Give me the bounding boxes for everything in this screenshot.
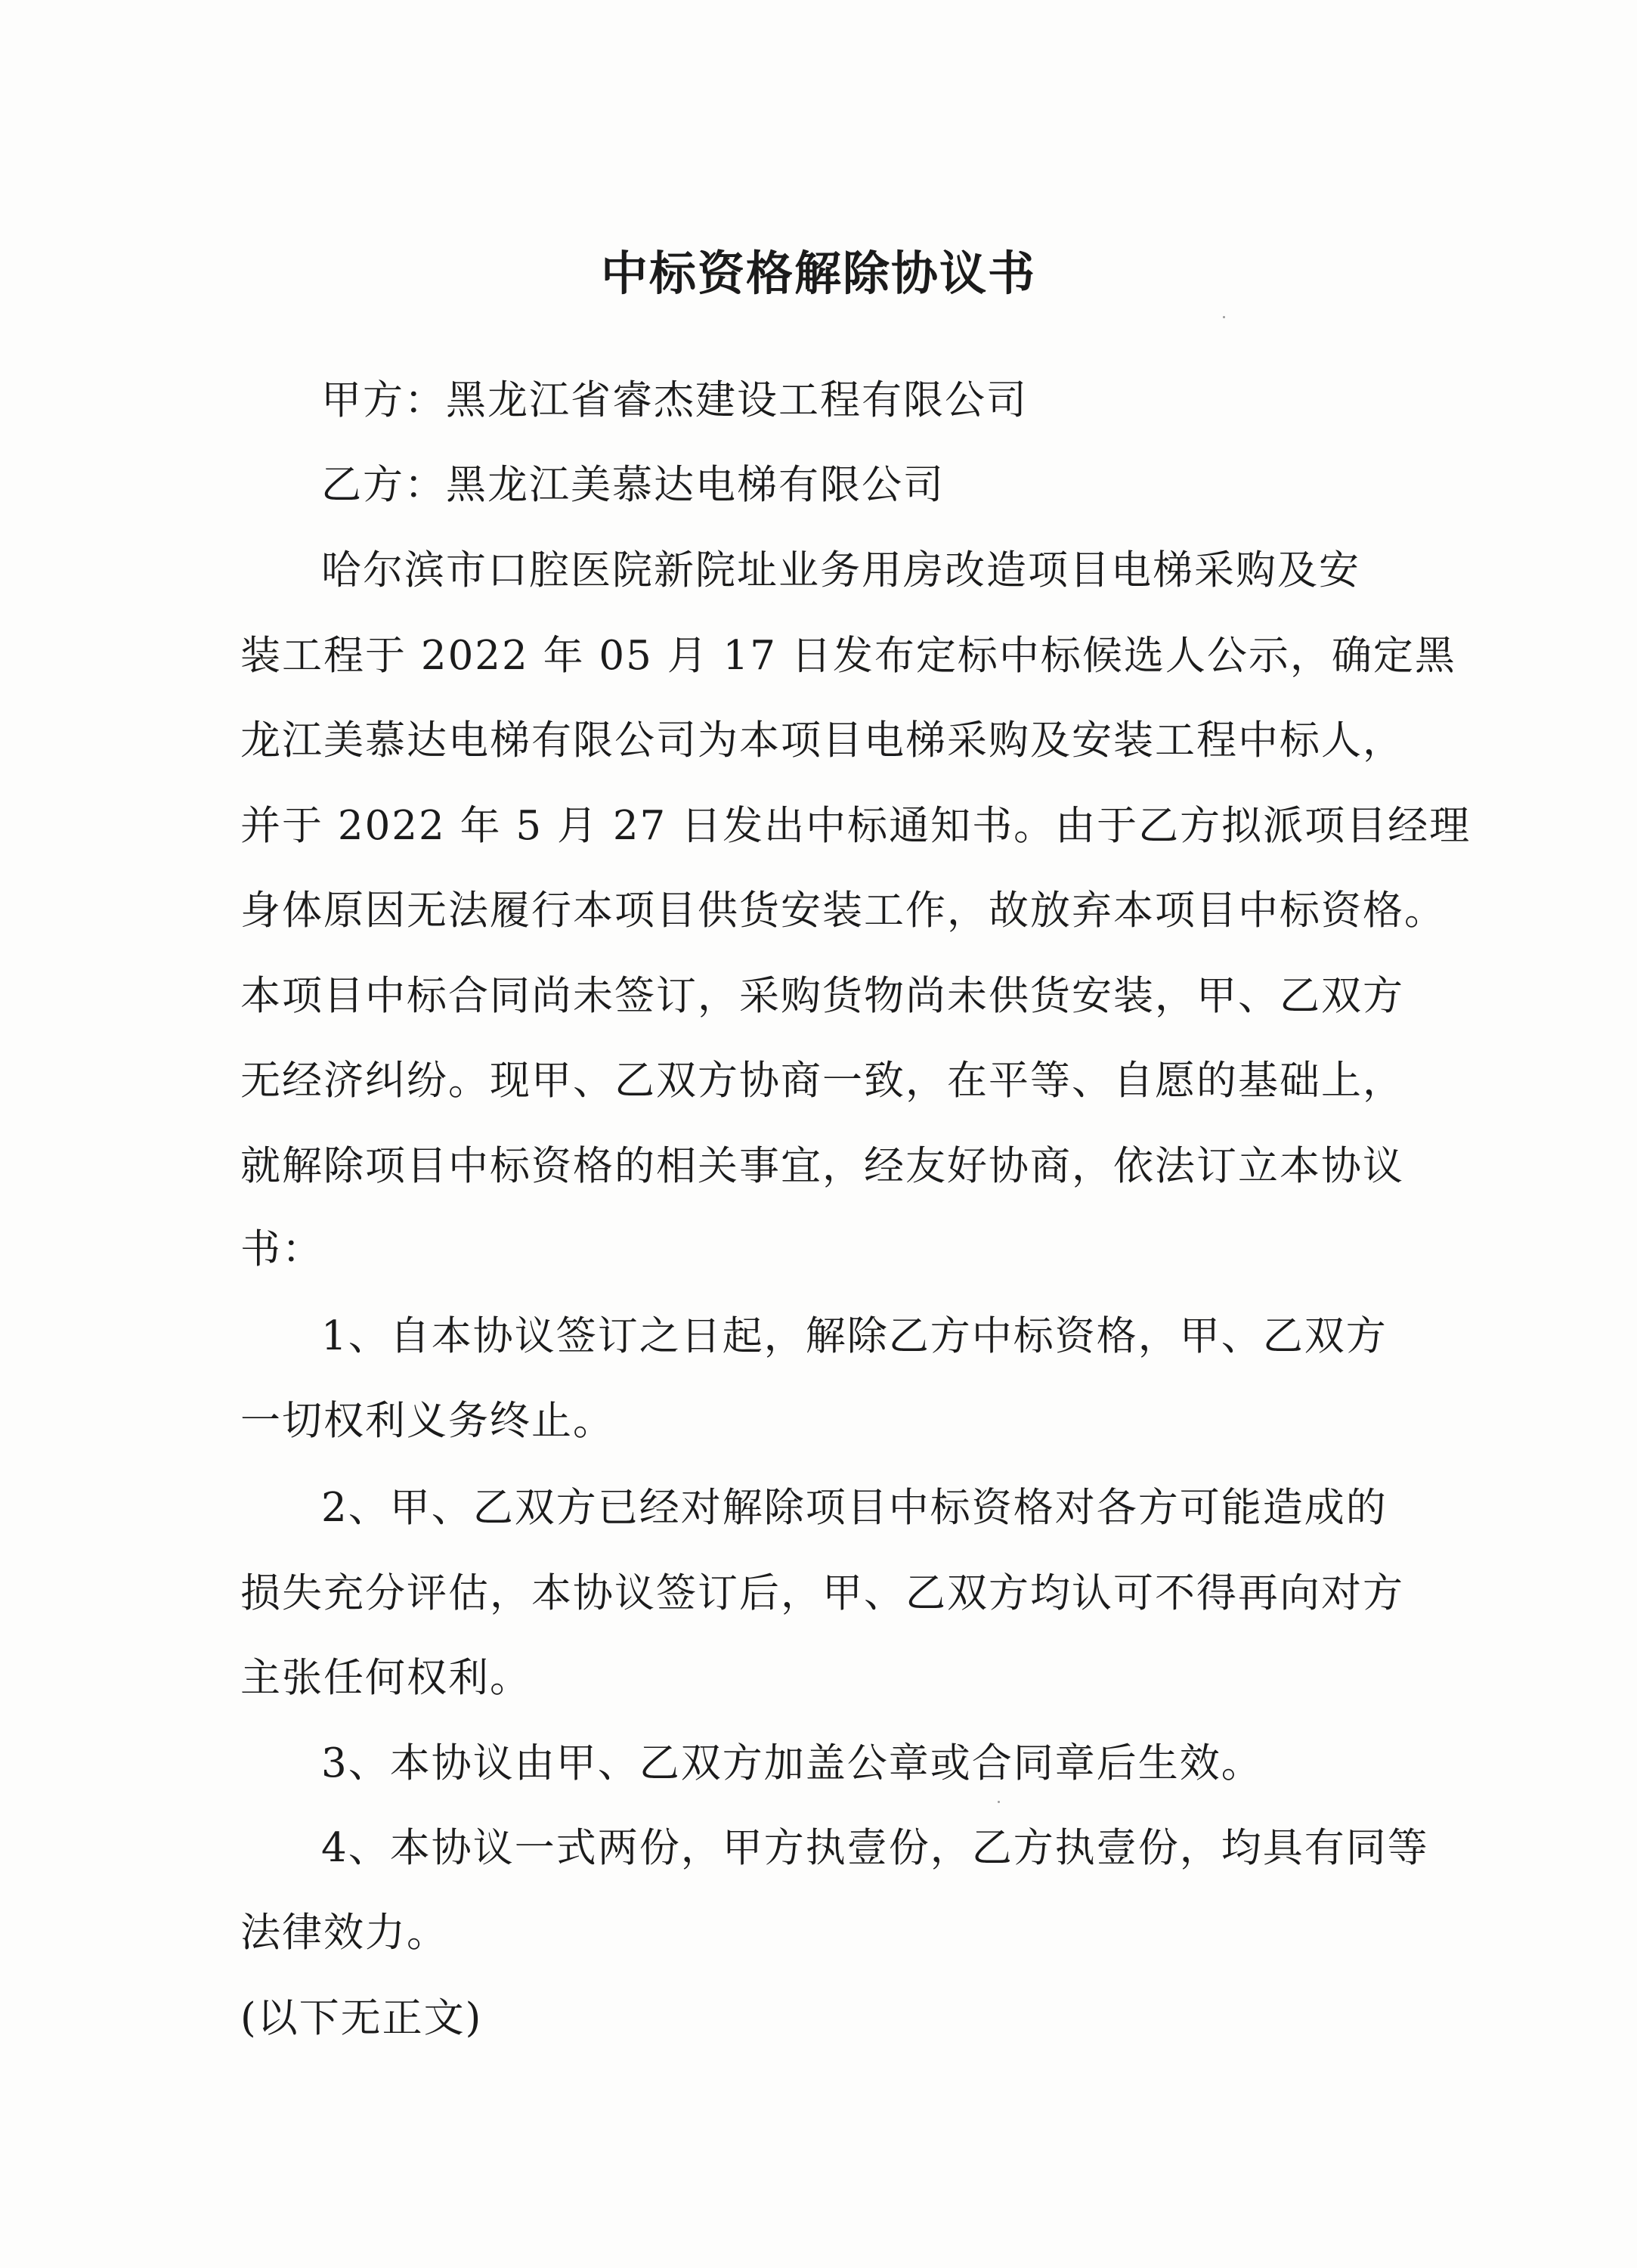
intro-line-7: 无经济纠纷。现甲、乙双方协商一致，在平等、自愿的基础上，	[240, 1058, 1404, 1104]
party-b-line: 乙方：黑龙江美慕达电梯有限公司	[321, 462, 945, 508]
intro-line-3: 龙江美慕达电梯有限公司为本项目电梯采购及安装工程中标人，	[240, 717, 1404, 764]
clause-2-line-3: 主张任何权利。	[240, 1655, 531, 1701]
intro-line-8: 就解除项目中标资格的相关事宜，经友好协商，依法订立本协议	[240, 1143, 1404, 1189]
intro-line-6: 本项目中标合同尚未签订，采购货物尚未供货安装，甲、乙双方	[240, 973, 1404, 1019]
closing-note: (以下无正文)	[240, 1995, 483, 2041]
clause-1-line-2: 一切权利义务终止。	[240, 1398, 614, 1444]
scan-speck	[998, 1801, 1000, 1803]
intro-line-4: 并于 2022 年 5 月 27 日发出中标通知书。由于乙方拟派项目经理	[240, 803, 1471, 849]
intro-line-5: 身体原因无法履行本项目供货安装工作，故放弃本项目中标资格。	[240, 888, 1446, 934]
intro-line-9: 书：	[240, 1226, 323, 1272]
intro-line-2: 装工程于 2022 年 05 月 17 日发布定标中标候选人公示，确定黑	[240, 633, 1456, 679]
clause-2-line-2: 损失充分评估，本协议签订后，甲、乙双方均认可不得再向对方	[240, 1570, 1404, 1616]
document-title: 中标资格解除协议书	[600, 246, 1036, 301]
party-a-line: 甲方：黑龙江省睿杰建设工程有限公司	[321, 377, 1028, 423]
clause-1-line-1: 1、自本协议签订之日起，解除乙方中标资格，甲、乙双方	[321, 1313, 1388, 1359]
clause-4-line-2: 法律效力。	[240, 1910, 448, 1956]
intro-line-1: 哈尔滨市口腔医院新院址业务用房改造项目电梯采购及安	[321, 547, 1360, 593]
clause-3-line-1: 3、本协议由甲、乙双方加盖公章或合同章后生效。	[321, 1740, 1263, 1786]
scan-speck	[1223, 316, 1225, 318]
clause-2-line-1: 2、甲、乙双方已经对解除项目中标资格对各方可能造成的	[321, 1485, 1388, 1531]
clause-4-line-1: 4、本协议一式两份，甲方执壹份，乙方执壹份，均具有同等	[321, 1825, 1429, 1871]
